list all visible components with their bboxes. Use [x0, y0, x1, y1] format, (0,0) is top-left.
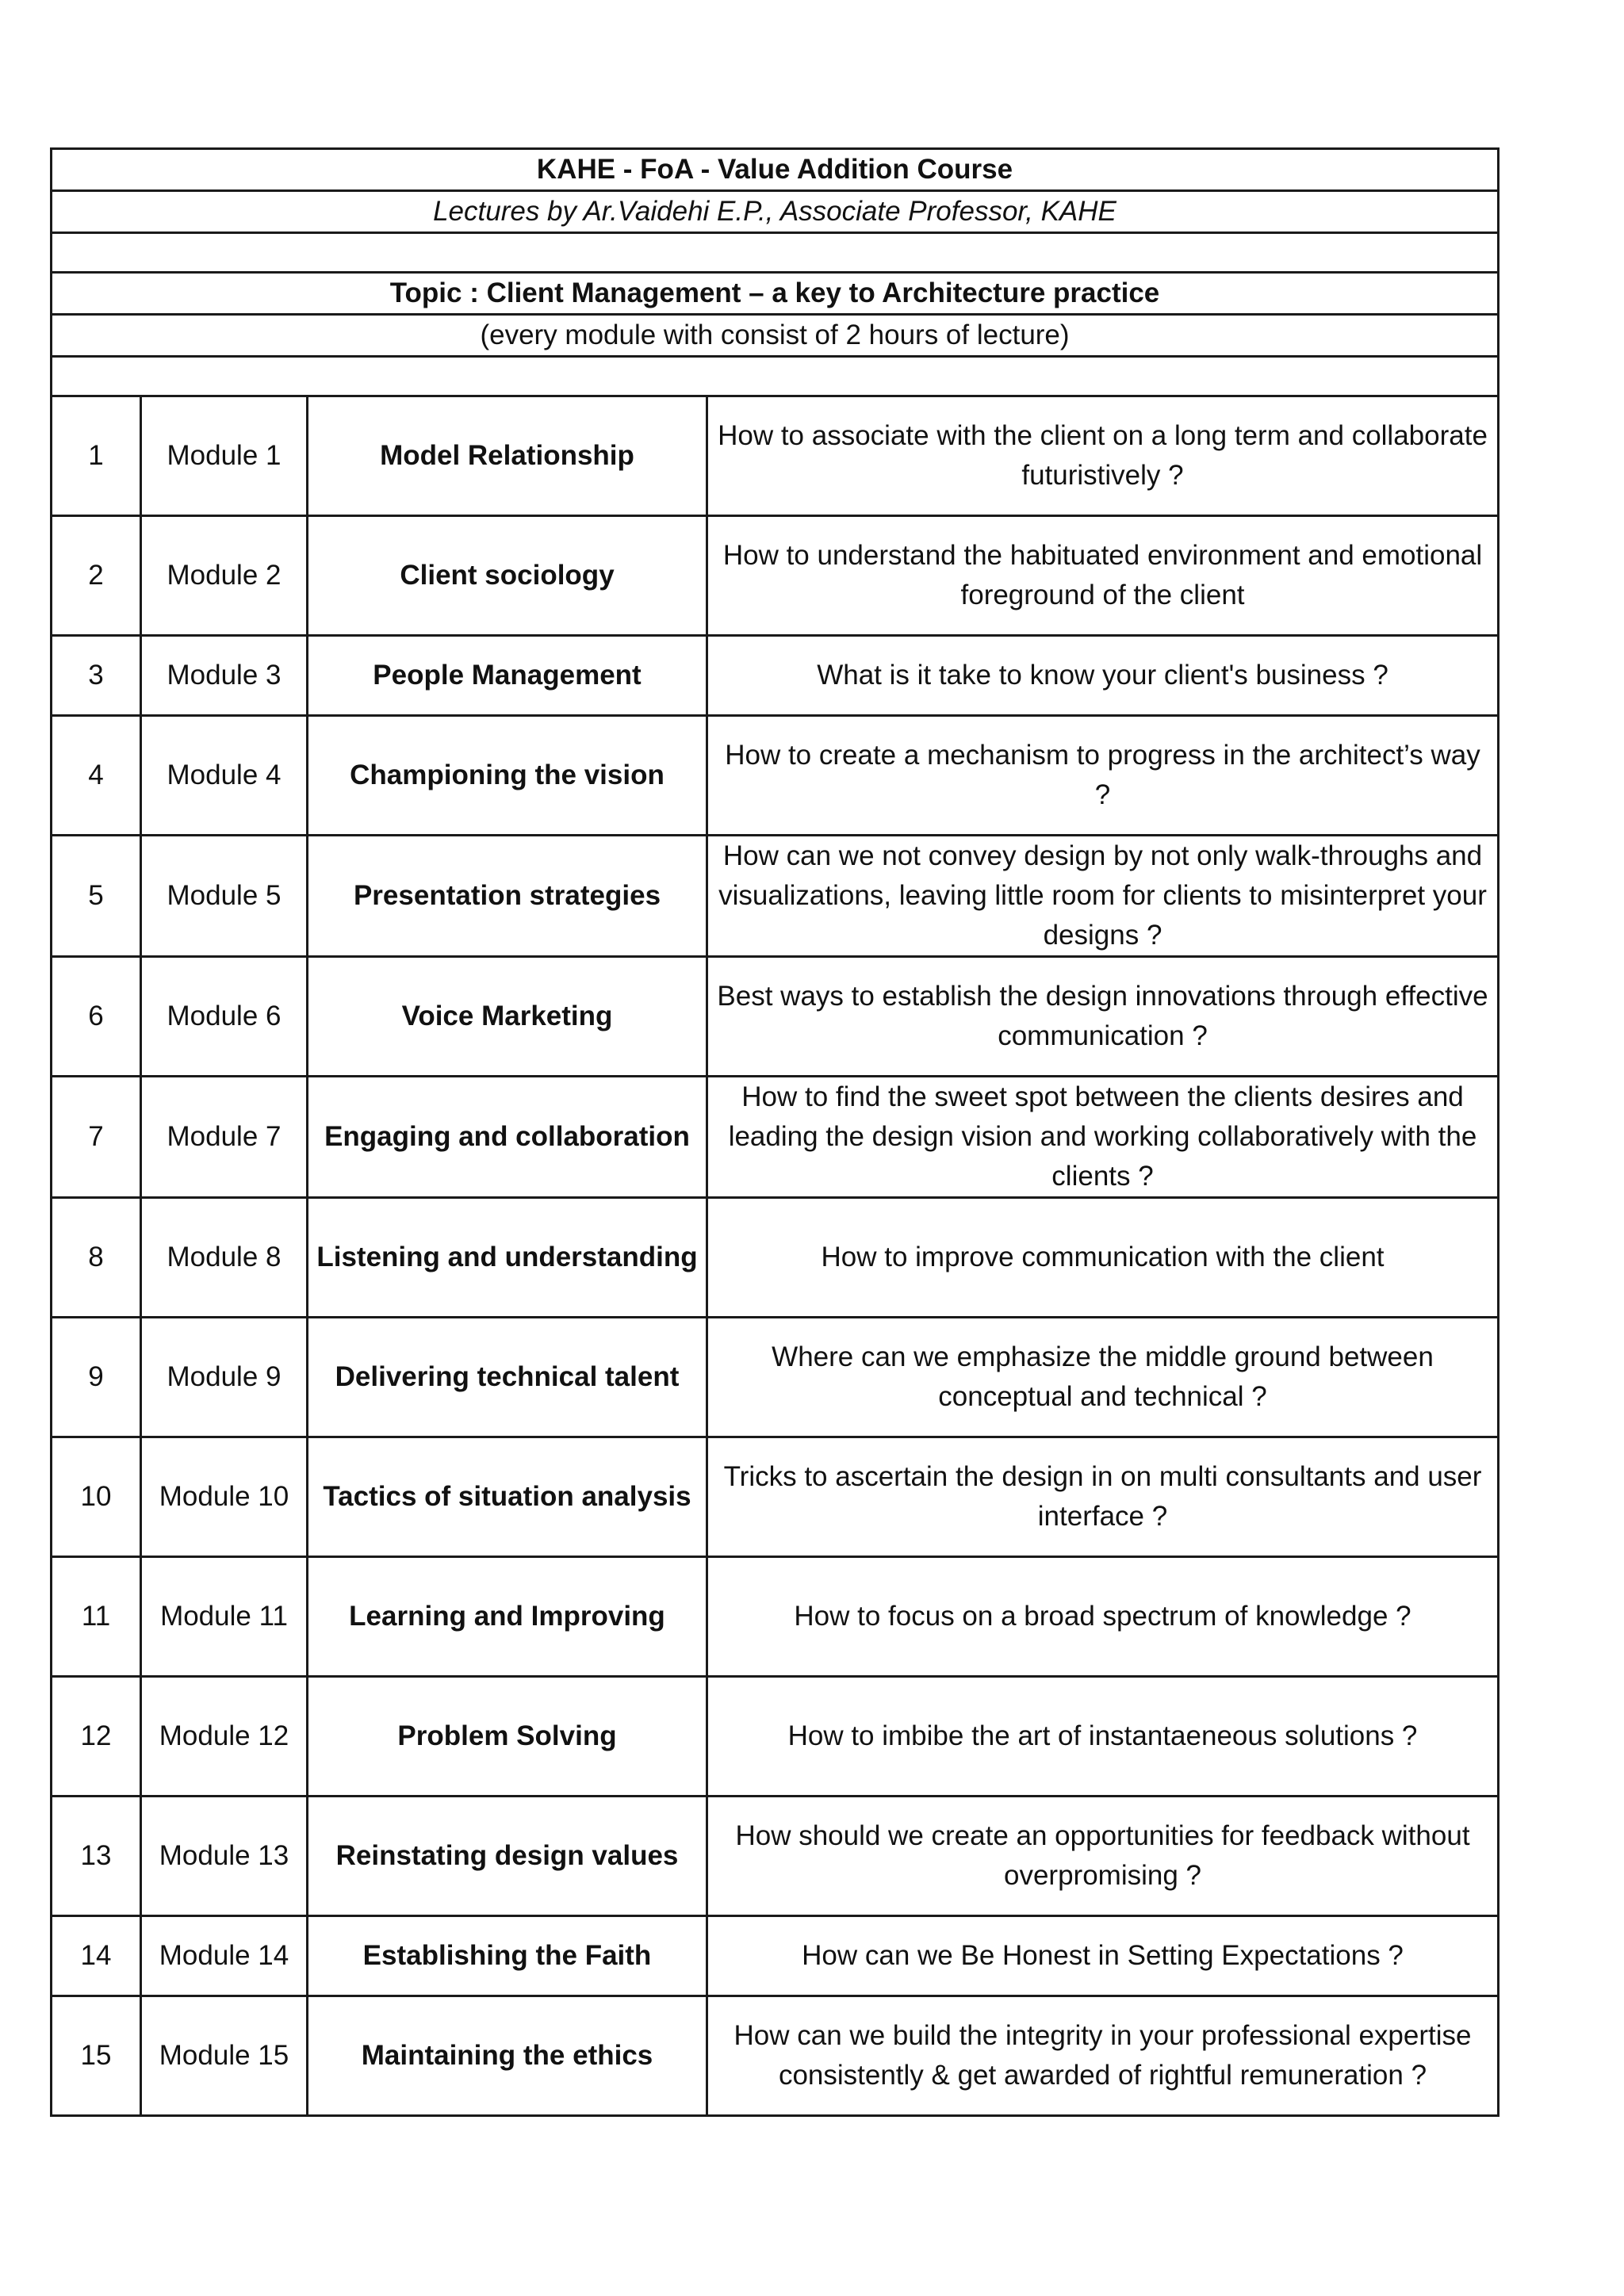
module-description: Where can we emphasize the middle ground between conceptual and technical ?: [707, 1318, 1499, 1437]
table-row: [52, 516, 1499, 636]
table-row: [52, 1077, 1499, 1198]
module-number: 12: [52, 1677, 141, 1797]
module-description: How to understand the habituated environment and emotional foreground of the client: [707, 516, 1499, 636]
module-description: How can we not convey design by not only walk-throughs and visualizations, leaving little room for clients to misinterpret your designs ?: [707, 836, 1499, 957]
module-title: Reinstating design values: [308, 1797, 707, 1916]
module-number: 2: [52, 516, 141, 636]
module-title: Voice Marketing: [308, 957, 707, 1077]
table-row: [52, 716, 1499, 836]
table-row: [52, 1916, 1499, 1996]
module-description: Tricks to ascertain the design in on multi consultants and user interface ?: [707, 1437, 1499, 1557]
module-number: 5: [52, 836, 141, 957]
module-number: 14: [52, 1916, 141, 1996]
table-row: [52, 1198, 1499, 1318]
module-description: Best ways to establish the design innovations through effective communication ?: [707, 957, 1499, 1077]
module-title: Delivering technical talent: [308, 1318, 707, 1437]
module-description: How to improve communication with the client: [707, 1198, 1499, 1318]
module-label: Module 10: [141, 1437, 308, 1557]
module-label: Module 2: [141, 516, 308, 636]
module-label: Module 14: [141, 1916, 308, 1996]
table-row: [52, 1318, 1499, 1437]
lecture-note: (every module with consist of 2 hours of lecture): [52, 315, 1499, 357]
module-label: Module 8: [141, 1198, 308, 1318]
module-title: Engaging and collaboration: [308, 1077, 707, 1198]
module-label: Module 15: [141, 1996, 308, 2116]
table-row: [52, 1797, 1499, 1916]
module-number: 13: [52, 1797, 141, 1916]
module-label: Module 7: [141, 1077, 308, 1198]
module-description: How to focus on a broad spectrum of knowledge ?: [707, 1557, 1499, 1677]
module-title: Championing the vision: [308, 716, 707, 836]
blank-row: [52, 357, 1499, 396]
module-label: Module 11: [141, 1557, 308, 1677]
blank-row: [52, 233, 1499, 273]
module-title: Problem Solving: [308, 1677, 707, 1797]
module-number: 7: [52, 1077, 141, 1198]
module-label: Module 1: [141, 396, 308, 516]
module-number: 4: [52, 716, 141, 836]
module-description: How to find the sweet spot between the clients desires and leading the design vision and working collaboratively with the clients ?: [707, 1077, 1499, 1198]
module-number: 9: [52, 1318, 141, 1437]
module-title: Listening and understanding: [308, 1198, 707, 1318]
module-title: Maintaining the ethics: [308, 1996, 707, 2116]
module-label: Module 4: [141, 716, 308, 836]
module-label: Module 5: [141, 836, 308, 957]
table-row: [52, 957, 1499, 1077]
module-description: How can we build the integrity in your professional expertise consistently & get awarded of rightful remuneration ?: [707, 1996, 1499, 2116]
module-title: Tactics of situation analysis: [308, 1437, 707, 1557]
table-row: [52, 1677, 1499, 1797]
module-title: Model Relationship: [308, 396, 707, 516]
module-description: How to create a mechanism to progress in the architect’s way ?: [707, 716, 1499, 836]
module-label: Module 13: [141, 1797, 308, 1916]
module-description: How to imbibe the art of instantaeneous solutions ?: [707, 1677, 1499, 1797]
module-number: 8: [52, 1198, 141, 1318]
module-number: 3: [52, 636, 141, 716]
module-title: Learning and Improving: [308, 1557, 707, 1677]
topic-line: Topic : Client Management – a key to Architecture practice: [52, 273, 1499, 315]
module-description: How should we create an opportunities for feedback without overpromising ?: [707, 1797, 1499, 1916]
module-number: 15: [52, 1996, 141, 2116]
lecturer-line: Lectures by Ar.Vaidehi E.P., Associate Professor, KAHE: [52, 191, 1499, 233]
module-label: Module 9: [141, 1318, 308, 1437]
course-table: [50, 147, 1500, 2117]
module-title: Establishing the Faith: [308, 1916, 707, 1996]
module-number: 6: [52, 957, 141, 1077]
module-title: Client sociology: [308, 516, 707, 636]
table-row: [52, 1437, 1499, 1557]
table-row: [52, 636, 1499, 716]
module-number: 1: [52, 396, 141, 516]
module-title: Presentation strategies: [308, 836, 707, 957]
module-description: How to associate with the client on a long term and collaborate futuristively ?: [707, 396, 1499, 516]
module-label: Module 12: [141, 1677, 308, 1797]
table-row: [52, 396, 1499, 516]
module-number: 11: [52, 1557, 141, 1677]
module-label: Module 6: [141, 957, 308, 1077]
module-description: What is it take to know your client's business ?: [707, 636, 1499, 716]
table-row: [52, 1557, 1499, 1677]
module-title: People Management: [308, 636, 707, 716]
module-description: How can we Be Honest in Setting Expectations ?: [707, 1916, 1499, 1996]
module-label: Module 3: [141, 636, 308, 716]
course-title: KAHE - FoA - Value Addition Course: [52, 149, 1499, 191]
table-row: [52, 836, 1499, 957]
module-number: 10: [52, 1437, 141, 1557]
table-row: [52, 1996, 1499, 2116]
